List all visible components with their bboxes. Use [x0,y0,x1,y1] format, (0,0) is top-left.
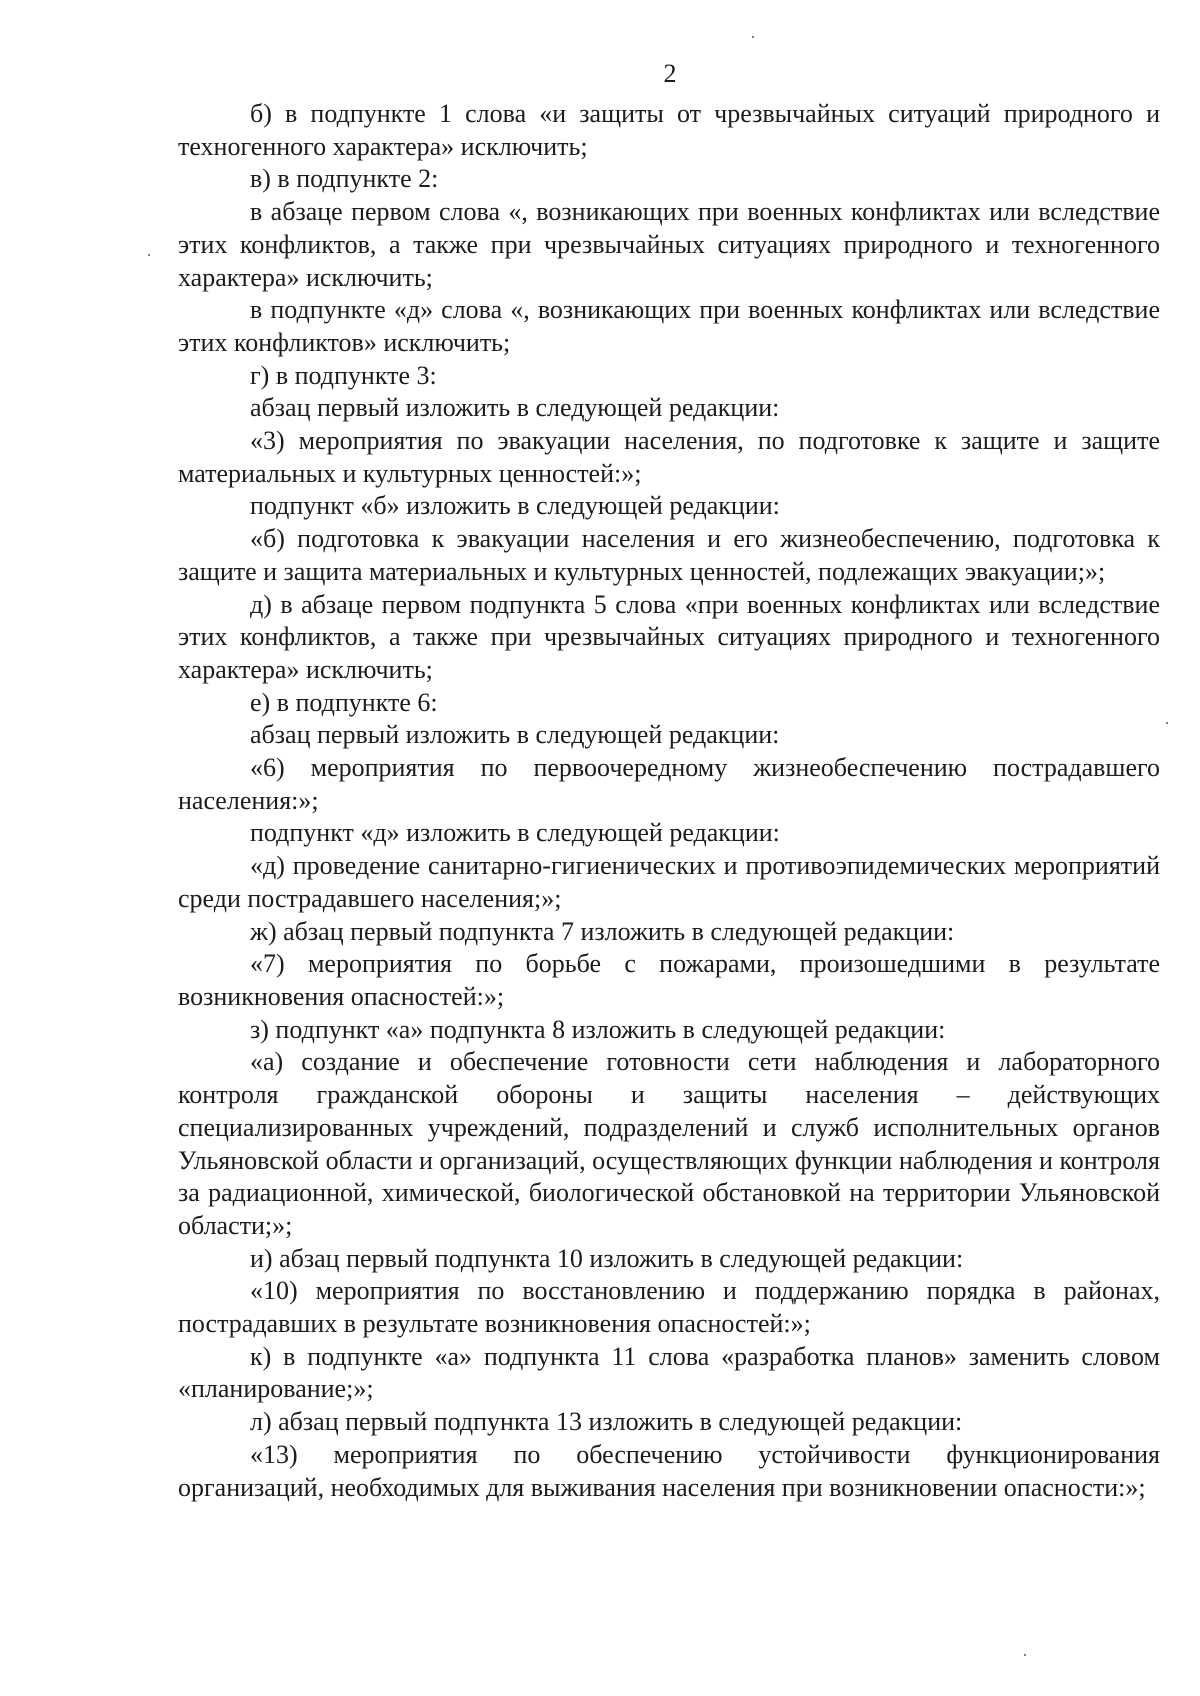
document-body [178,98,1160,1504]
paragraph: подпункт «д» изложить в следующей редакции: [250,818,780,848]
scan-speck [148,254,150,256]
paragraph: в подпункте «д» слова «, возникающих при военных конфликтах или вследствие этих конфликтов» исключить; [178,295,1160,357]
paragraph: «б) подготовка к эвакуации населения и его жизнеобеспечению, подготовка к защите и защита материальных и культурных ценностей, подлежащих эвакуации;»; [178,524,1160,586]
paragraph: и) абзац первый подпункта 10 изложить в следующей редакции: [250,1243,964,1273]
paragraph: л) абзац первый подпункта 13 изложить в следующей редакции: [250,1407,963,1437]
paragraph: е) в подпункте 6: [250,687,438,717]
paragraph: «7) мероприятия по борьбе с пожарами, произошедшими в результате возникновения опасностей:»; [178,949,1160,1011]
paragraph: б) в подпункте 1 слова «и защиты от чрезвычайных ситуаций природного и техногенного характера» исключить; [178,99,1160,161]
scan-speck [1024,1654,1026,1656]
paragraph: к) в подпункте «а» подпункта 11 слова «разработка планов» заменить словом «планирование;»; [178,1341,1160,1404]
paragraph: «10) мероприятия по восстановлению и поддержанию порядка в районах, пострадавших в результате возникновения опасностей:»; [178,1276,1160,1339]
paragraph: «13) мероприятия по обеспечению устойчивости функционирования организаций, необходимых для выживания населения при возникновении опасности:»; [178,1439,1160,1502]
paragraph: ж) абзац первый подпункта 7 изложить в следующей редакции: [250,916,955,946]
paragraph: «3) мероприятия по эвакуации населения, по подготовке к защите и защите материальных и культурных ценностей:»; [178,426,1160,488]
paragraph: д) в абзаце первом подпункта 5 слова «при военных конфликтах или вследствие этих конфликтов, а также при чрезвычайных ситуациях природного и техногенного характера» исключить; [178,589,1160,684]
paragraph: в) в подпункте 2: [250,164,439,194]
paragraph: г) в подпункте 3: [250,360,437,390]
paragraph: «6) мероприятия по первоочередному жизнеобеспечению пострадавшего населения:»; [178,753,1160,815]
paragraph: «а) создание и обеспечение готовности сети наблюдения и лабораторного контроля гражданской обороны и защиты населения – действующих специализированных учреждений, подразделений и служб исполнительных органов Ульяновской области и организаций, осуществляющих функции наблюдения и контроля за радиационной, химической, биологической обстановкой на территории Ульяновской области;»; [178,1047,1160,1240]
paragraph: абзац первый изложить в следующей редакции: [250,393,780,423]
paragraph: в абзаце первом слова «, возникающих при военных конфликтах или вследствие этих конфликтов, а также при чрезвычайных ситуациях природного и техногенного характера» исключить; [178,197,1160,292]
scan-speck [1166,722,1168,724]
paragraph: з) подпункт «а» подпункта 8 изложить в следующей редакции: [250,1014,946,1044]
scan-speck [752,36,754,38]
page-number: 2 [663,59,677,88]
paragraph: подпункт «б» изложить в следующей редакции: [250,491,780,521]
paragraph: «д) проведение санитарно-гигиенических и противоэпидемических мероприятий среди пострадавшего населения;»; [178,851,1160,913]
paragraph: абзац первый изложить в следующей редакции: [250,720,780,750]
